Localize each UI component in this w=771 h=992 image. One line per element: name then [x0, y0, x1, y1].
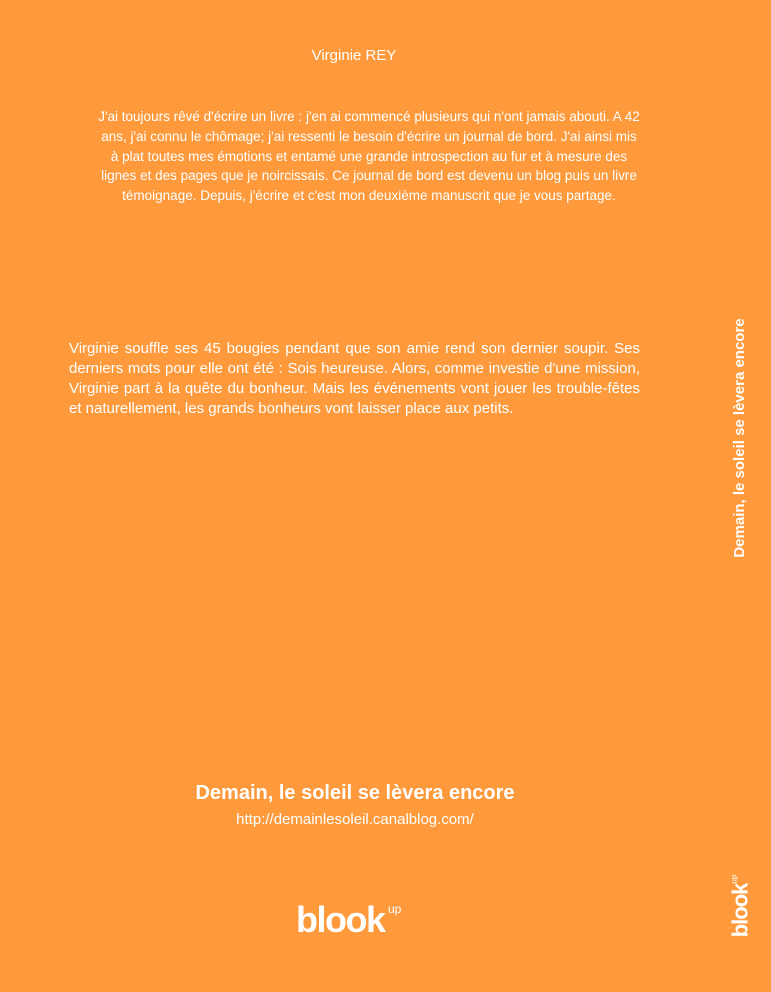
book-url-link[interactable]: http://demainlesoleil.canalblog.com/ [236, 811, 474, 828]
spine-title: Demain, le soleil se lèvera encore [731, 318, 748, 558]
author-bio: J'ai toujours rêvé d'écrire un livre : j'en ai commencé plusieurs qui n'ont jamais abouti. A 42 ans, j'ai connu le chômage; j'ai ressenti le besoin d'écrire un journal de bord. J'ai ainsi mis à plat toutes mes émotions et entamé une grande introspection au fur et à mesure des lignes et des pages que je noircissais. Ce journal de bord est devenu un blog puis un livre témoignage. Depuis, j'écrire et c'est mon deuxième manuscrit que je vous partage. [98, 109, 640, 204]
author-name: Virginie REY [311, 47, 397, 64]
publisher-logo-text: blook [296, 899, 385, 940]
book-title: Demain, le soleil se lèvera encore [195, 782, 515, 804]
spine-logo-sup: up [729, 874, 739, 884]
publisher-logo-sup: up [388, 902, 402, 916]
spine-logo-text: blook [727, 883, 753, 938]
spine-logo [727, 874, 753, 938]
publisher-logo [296, 899, 426, 940]
book-blurb: Virginie souffle ses 45 bougies pendant que son amie rend son dernier soupir. Ses derniers mots pour elle ont été : Sois heureuse. Alors, comme investie d'une mission, Virginie part à la quête du bonheur. Mais les événements vont jouer les trouble-fêtes et naturellement, les grands bonheurs vont laisser place aux petits. [69, 340, 640, 417]
